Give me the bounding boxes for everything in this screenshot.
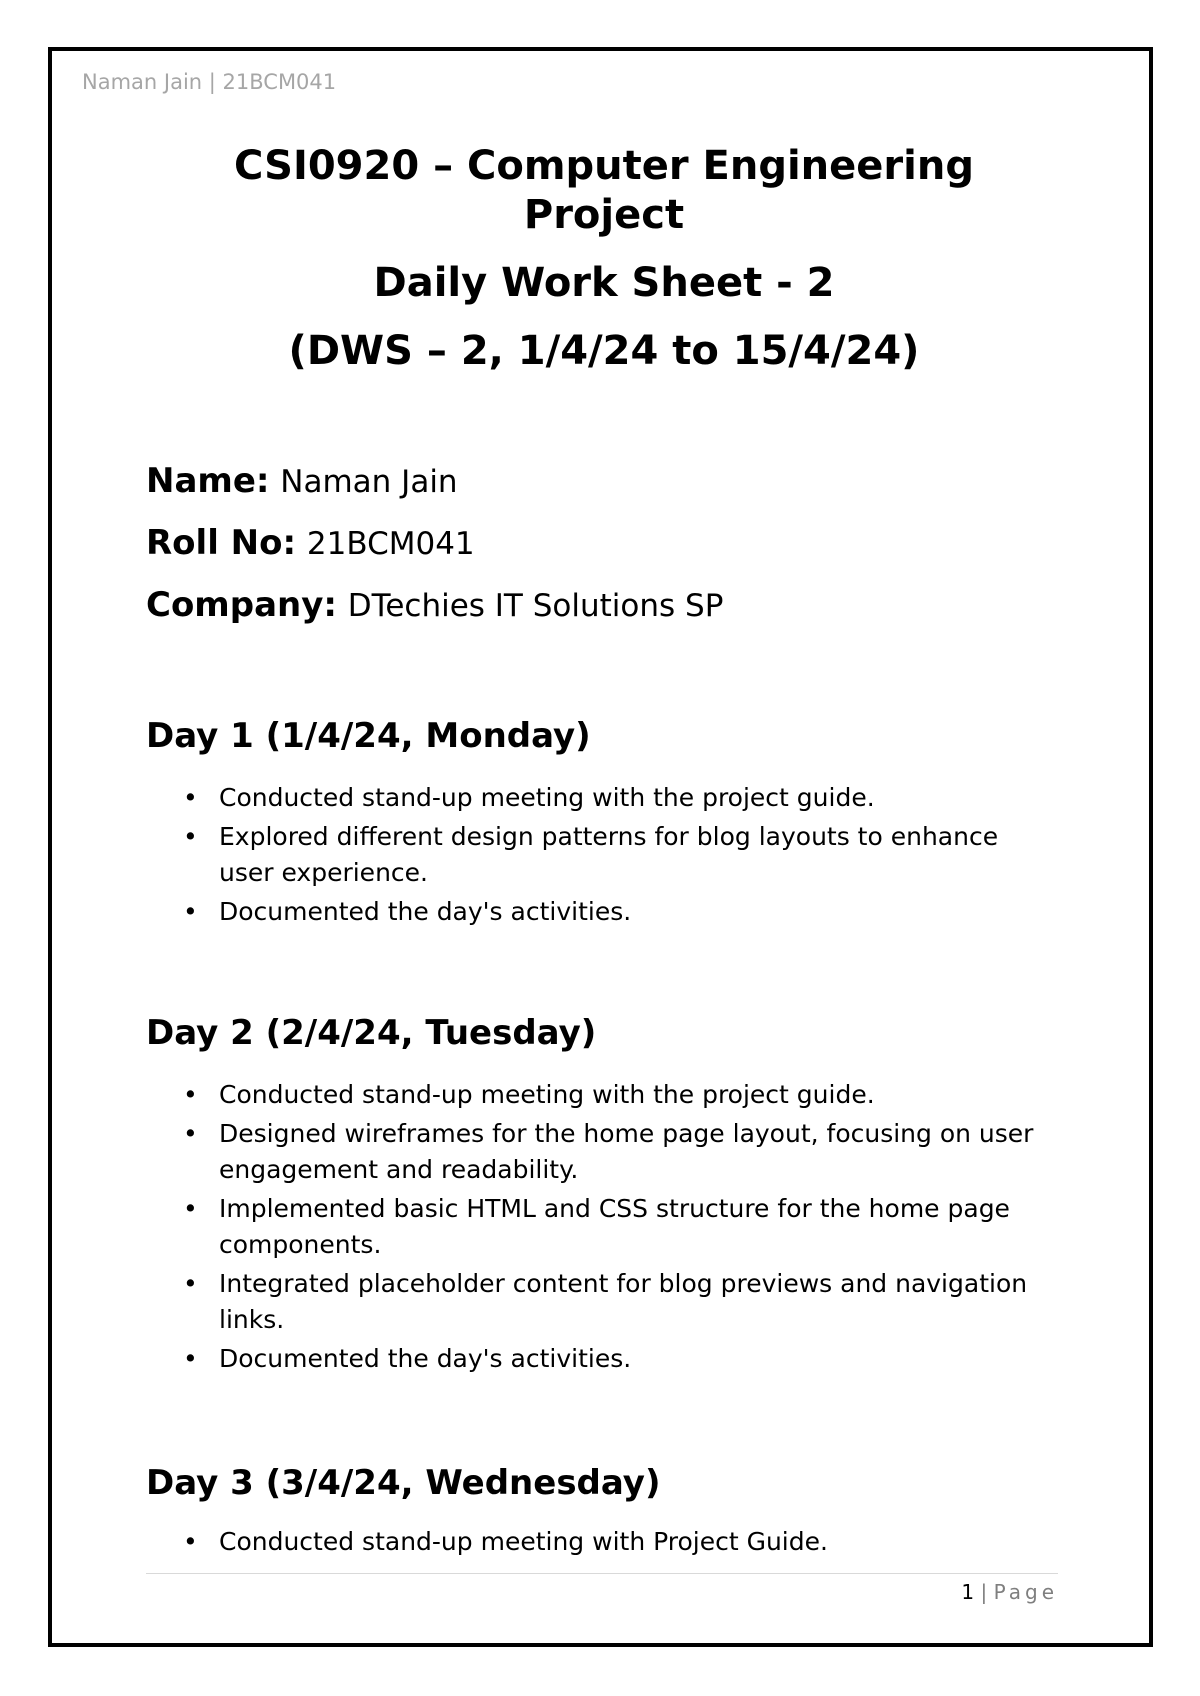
- day-1-task-list: [146, 780, 1046, 933]
- day-1-heading: Day 1 (1/4/24, Monday): [146, 716, 591, 756]
- company-value: DTechies IT Solutions SP: [347, 588, 724, 624]
- bullet-icon: •: [183, 1080, 198, 1109]
- bullet-icon: •: [183, 1269, 198, 1298]
- title-block: [146, 142, 1062, 375]
- roll-field: [146, 523, 475, 564]
- page-footer: [961, 1580, 1058, 1604]
- list-item: • Conducted stand-up meeting with the project guide.: [146, 780, 1046, 816]
- list-item: • Designed wireframes for the home page layout, focusing on user engagement and readability.: [146, 1116, 1046, 1188]
- name-label: Name:: [146, 461, 270, 501]
- company-label: Company:: [146, 585, 337, 625]
- list-item: • Explored different design patterns for blog layouts to enhance user experience.: [146, 819, 1046, 891]
- footer-separator: |: [980, 1580, 988, 1604]
- page-number: 1: [961, 1580, 975, 1604]
- name-field: [146, 461, 458, 502]
- course-title-line-1: CSI0920 – Computer Engineering: [234, 143, 974, 189]
- bullet-icon: •: [183, 1194, 198, 1223]
- bullet-icon: •: [183, 822, 198, 851]
- running-header: Naman Jain | 21BCM041: [82, 70, 337, 94]
- day-2-task-list: [146, 1077, 1046, 1380]
- worksheet-title: Daily Work Sheet - 2: [373, 260, 835, 306]
- worksheet-date-range: (DWS – 2, 1/4/24 to 15/4/24): [288, 328, 920, 374]
- list-item: • Conducted stand-up meeting with the project guide.: [146, 1077, 1046, 1113]
- roll-value: 21BCM041: [306, 526, 475, 562]
- course-title-line-2: Project: [523, 192, 685, 238]
- list-item: • Implemented basic HTML and CSS structure for the home page components.: [146, 1191, 1046, 1263]
- bullet-icon: •: [183, 897, 198, 926]
- bullet-icon: •: [183, 1119, 198, 1148]
- list-item: • Documented the day's activities.: [146, 1341, 1046, 1377]
- day-3-task-list: [146, 1524, 1046, 1563]
- company-field: [146, 585, 723, 626]
- list-item: • Documented the day's activities.: [146, 894, 1046, 930]
- day-3-heading: Day 3 (3/4/24, Wednesday): [146, 1463, 661, 1503]
- bullet-icon: •: [183, 1527, 198, 1556]
- bullet-icon: •: [183, 1344, 198, 1373]
- list-item: • Conducted stand-up meeting with Project Guide.: [146, 1524, 1046, 1560]
- day-2-heading: Day 2 (2/4/24, Tuesday): [146, 1013, 597, 1053]
- roll-label: Roll No:: [146, 523, 297, 563]
- page-word: Page: [993, 1580, 1058, 1604]
- footer-rule: [146, 1573, 1058, 1574]
- name-value: Naman Jain: [280, 464, 458, 500]
- bullet-icon: •: [183, 783, 198, 812]
- list-item: • Integrated placeholder content for blog previews and navigation links.: [146, 1266, 1046, 1338]
